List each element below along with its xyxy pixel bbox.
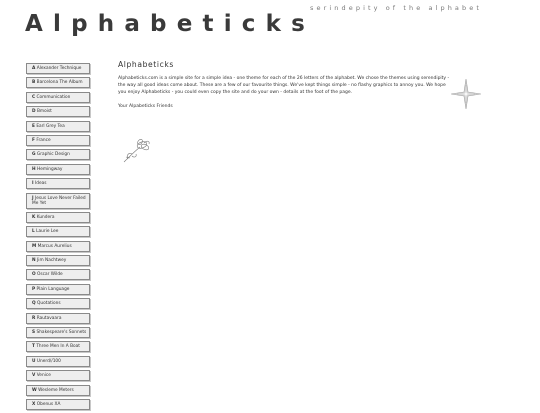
sidebar-item-letter: P <box>32 286 36 292</box>
compass-star-icon <box>451 79 481 109</box>
main-content <box>118 60 454 110</box>
sidebar-item-letter: C <box>32 94 36 100</box>
sidebar-item-label: Three Men In A Boat <box>36 344 80 350</box>
sidebar-item-g[interactable] <box>26 149 90 160</box>
sidebar-item-letter: U <box>32 358 36 364</box>
sidebar-item-j[interactable] <box>26 193 90 209</box>
sidebar-item-label: Plain Language <box>36 286 70 292</box>
sidebar-item-i[interactable] <box>26 178 90 189</box>
sidebar-item-q[interactable] <box>26 298 90 309</box>
sidebar-item-label: Wesleme Meters <box>38 387 74 393</box>
sidebar-item-e[interactable] <box>26 121 90 132</box>
sidebar-item-letter: K <box>32 214 36 220</box>
sidebar-item-label: Kundera <box>36 214 55 220</box>
sidebar-item-x[interactable] <box>26 399 90 410</box>
page-title: Alphabeticks <box>118 60 174 69</box>
sidebar-item-label: Laurie Lee <box>36 229 59 235</box>
sidebar-item-f[interactable] <box>26 135 90 146</box>
sidebar-item-label: Venice <box>36 373 51 379</box>
sidebar-item-letter: X <box>32 401 36 407</box>
site-logo[interactable]: Alphabeticks <box>25 11 316 37</box>
sidebar-item-letter: T <box>32 344 35 350</box>
sidebar-item-letter: D <box>32 109 36 115</box>
signoff-text: Your Alpabeticks Friends <box>118 104 173 109</box>
sidebar-item-u[interactable] <box>26 356 90 367</box>
sidebar-item-label: Alexander Technique <box>36 66 82 71</box>
sidebar-item-letter: J <box>32 195 34 201</box>
site-tagline: serindepity of the alphabet <box>310 4 482 12</box>
sidebar-item-d[interactable] <box>26 106 90 117</box>
sidebar-item-n[interactable] <box>26 255 90 266</box>
sidebar-item-letter: N <box>32 258 36 264</box>
sidebar-item-v[interactable] <box>26 370 90 381</box>
sidebar-item-m[interactable] <box>26 241 90 252</box>
intro-paragraph: Alphabeticks.com is a simple site for a simple idea - one theme for each of the 26 letters of the alphabet. We chose the themes using serendipity - the way all good ideas come about. These are a few of our favourite things. We've kept things simple - no flashy graphics to annoy you. We hope you enjoy Alphabeticks - you could even copy the site and do your own - details at the foot of the page. <box>118 76 450 95</box>
sidebar-item-label: Rautavaara <box>36 315 62 321</box>
sidebar-item-h[interactable] <box>26 164 90 175</box>
sidebar-item-s[interactable] <box>26 327 90 338</box>
sidebar-item-letter: W <box>32 387 37 393</box>
sidebar-item-label: Jesus Love Never Failed Me Yet <box>32 195 86 206</box>
flower-sketch-icon <box>120 138 154 164</box>
sidebar-item-label: Marcus Aurelius <box>37 243 72 249</box>
sidebar-item-label: Quotations <box>37 301 61 307</box>
sidebar-item-letter: I <box>32 181 34 187</box>
sidebar-item-letter: G <box>32 152 36 158</box>
sidebar-item-letter: Q <box>32 301 36 307</box>
sidebar-item-label: Shakespeare's Sonnets <box>36 330 87 336</box>
sidebar-item-letter: H <box>32 166 36 172</box>
sidebar-item-letter: B <box>32 80 36 86</box>
sidebar-item-letter: M <box>32 243 37 249</box>
sidebar-item-w[interactable] <box>26 385 90 396</box>
sidebar-item-label: Barcelona The Album <box>36 80 83 86</box>
sidebar-nav <box>26 63 90 413</box>
sidebar-item-k[interactable] <box>26 212 90 223</box>
sidebar-item-l[interactable] <box>26 226 90 237</box>
sidebar-item-label: Communication <box>36 94 71 100</box>
sidebar-item-label: Earl Grey Tea <box>36 123 65 129</box>
sidebar-item-label: Unerd//100 <box>36 358 61 364</box>
sidebar-item-label: Ideas <box>34 181 47 187</box>
sidebar-item-p[interactable] <box>26 284 90 295</box>
sidebar-item-label: Hemingway <box>36 166 63 172</box>
sidebar-item-letter: F <box>32 137 35 143</box>
sidebar-item-letter: L <box>32 229 35 235</box>
sidebar-item-letter: R <box>32 315 36 321</box>
sidebar-item-letter: O <box>32 272 36 278</box>
sidebar-item-c[interactable] <box>26 92 90 103</box>
sidebar-item-letter: S <box>32 330 36 336</box>
sidebar-item-letter: E <box>32 123 35 129</box>
sidebar-item-label: Bmoist <box>36 109 52 115</box>
sidebar-item-label: Oscar Wilde <box>37 272 63 278</box>
sidebar-item-a[interactable] <box>26 63 90 74</box>
sidebar-item-b[interactable] <box>26 77 90 88</box>
sidebar-item-r[interactable] <box>26 313 90 324</box>
sidebar-item-t[interactable] <box>26 341 90 352</box>
sidebar-item-letter: V <box>32 373 36 379</box>
sidebar-item-o[interactable] <box>26 269 90 280</box>
sidebar-item-label: Jim Nachtwey <box>36 258 67 264</box>
sidebar-item-letter: A <box>32 66 36 71</box>
sidebar-item-label: France <box>36 137 51 143</box>
sidebar-item-label: Graphic Design <box>36 152 70 158</box>
sidebar-item-label: Obenus XA <box>36 401 61 407</box>
